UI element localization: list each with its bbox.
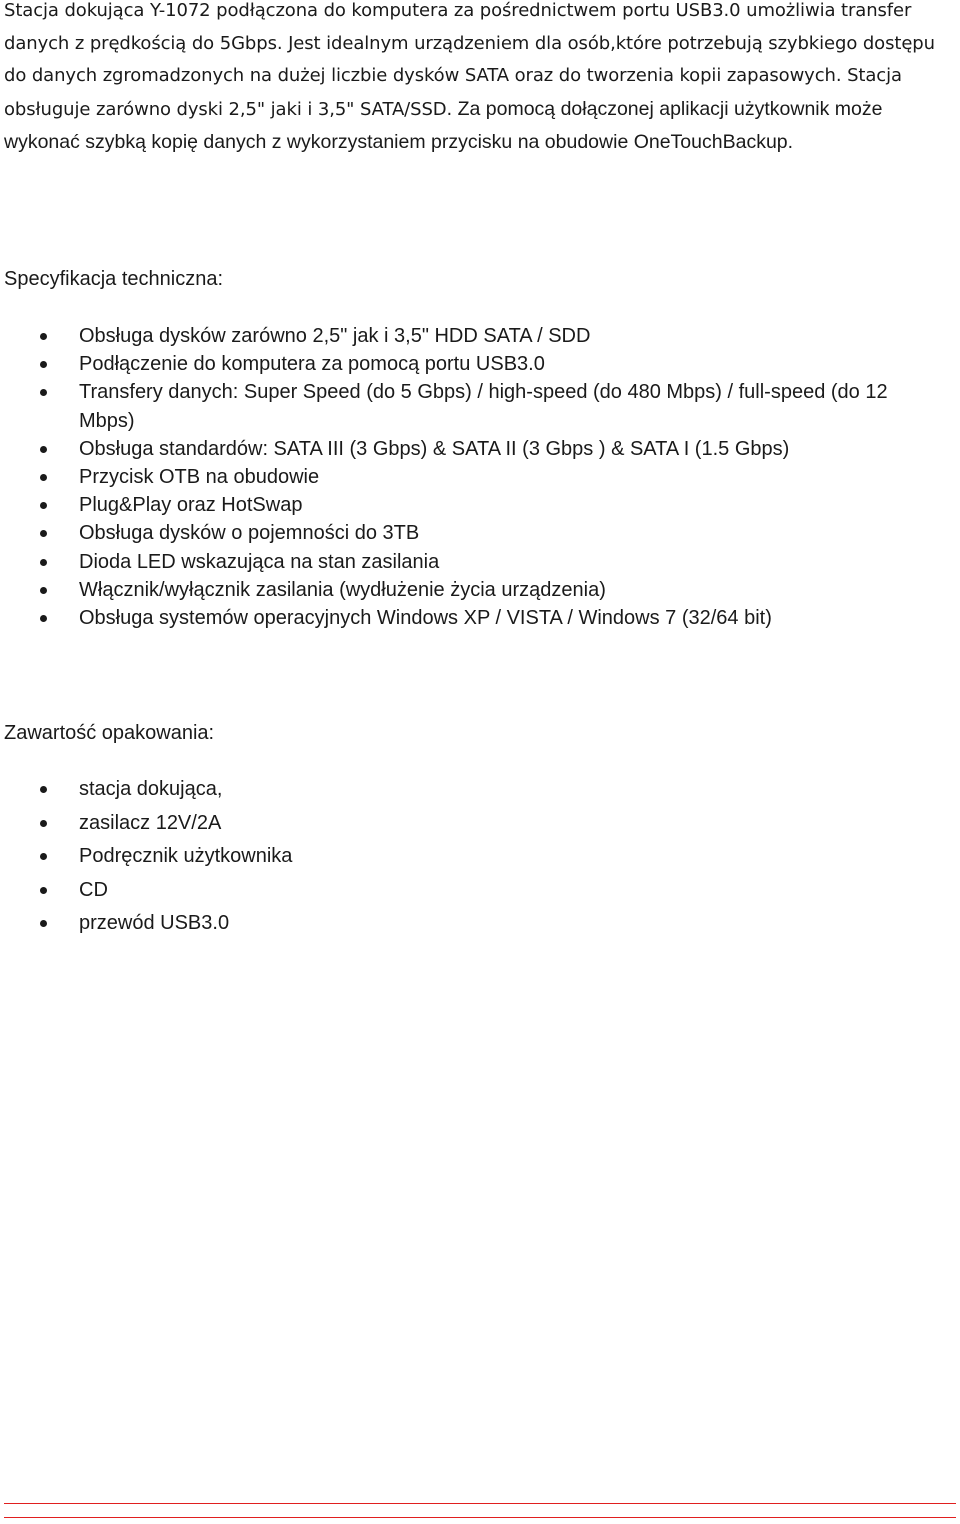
spec-item xyxy=(0,322,939,350)
spec-item-text: Dioda LED wskazująca na stan zasilania xyxy=(79,550,440,573)
spec-item-text: Obsługa systemów operacyjnych Windows XP / VISTA / Windows 7 (32/64 bit) xyxy=(79,607,772,630)
package-item-text: Podręcznik użytkownika xyxy=(79,845,293,868)
spec-item-text: Obsługa standardów: SATA III (3 Gbps) & SATA II (3 Gbps ) & SATA I (1.5 Gbps) xyxy=(79,437,790,460)
bullet-icon xyxy=(40,786,47,793)
bullet-icon xyxy=(40,820,47,827)
intro-text-part-1: Stacja dokująca Y-1072 podłączona do komputera za pośrednictwem portu USB3.0 umożliwia transfer danych z prędkością do 5Gbps. Jest idealnym urządzeniem dla osób,które potrzebują szybkiego dostępu do danych zgromadzonych na dużej liczbie dysków SATA oraz do tworzenia kopii zapasowych. Stacja obsługuje zarówno dyski 2,5" jaki i 3,5" SATA/SSD. xyxy=(4,0,935,120)
intro-paragraph xyxy=(4,0,956,160)
bullet-icon xyxy=(40,887,47,894)
spec-item-text: Obsługa dysków o pojemności do 3TB xyxy=(79,522,420,545)
spec-item-text: Plug&Play oraz HotSwap xyxy=(79,494,303,517)
package-heading: Zawartość opakowania: xyxy=(4,722,215,744)
bullet-icon xyxy=(40,361,47,368)
bullet-icon xyxy=(40,615,47,622)
package-item xyxy=(0,807,939,841)
spec-item xyxy=(0,463,939,491)
spec-item-text: Włącznik/wyłącznik zasilania (wydłużenie życia urządzenia) xyxy=(79,578,606,601)
bullet-icon xyxy=(40,530,47,537)
footer-divider xyxy=(4,1517,956,1518)
spec-item xyxy=(0,435,939,463)
package-item-text: zasilacz 12V/2A xyxy=(79,811,222,834)
spec-item-text: Przycisk OTB na obudowie xyxy=(79,466,320,489)
bullet-icon xyxy=(40,920,47,927)
spec-item-text: Obsługa dysków zarówno 2,5" jak i 3,5" HDD SATA / SDD xyxy=(79,325,591,347)
spec-item-text: Podłączenie do komputera za pomocą portu USB3.0 xyxy=(79,353,545,376)
bullet-icon xyxy=(40,389,47,396)
package-item xyxy=(0,874,939,908)
bullet-icon xyxy=(40,853,47,860)
spec-item xyxy=(0,548,939,576)
spec-item-text: Transfery danych: Super Speed (do 5 Gbps) / high-speed (do 480 Mbps) / full-speed (do 12 Mbps) xyxy=(79,381,888,432)
bullet-icon xyxy=(40,587,47,594)
spec-item xyxy=(0,576,939,604)
spec-item xyxy=(0,491,939,519)
package-list xyxy=(0,773,939,941)
intro-text-part-2: Za pomocą dołączonej aplikacji użytkownik może wykonać szybką kopię danych z wykorzystaniem przycisku na obudowie OneTouchBackup. xyxy=(4,97,883,154)
spec-item xyxy=(0,378,939,434)
package-item xyxy=(0,773,939,807)
bullet-icon xyxy=(40,502,47,509)
spec-heading: Specyfikacja techniczna: xyxy=(4,268,224,290)
package-item-text: stacja dokująca, xyxy=(79,778,223,800)
package-item-text: przewód USB3.0 xyxy=(79,912,230,935)
spec-item xyxy=(0,350,939,378)
spec-list xyxy=(0,322,939,632)
bullet-icon xyxy=(40,474,47,481)
spec-item xyxy=(0,519,939,547)
package-item xyxy=(0,840,939,874)
bullet-icon xyxy=(40,333,47,340)
bullet-icon xyxy=(40,446,47,453)
package-item-text: CD xyxy=(79,878,108,901)
footer-divider xyxy=(4,1503,956,1504)
bullet-icon xyxy=(40,559,47,566)
package-item xyxy=(0,907,939,941)
spec-item xyxy=(0,604,939,632)
